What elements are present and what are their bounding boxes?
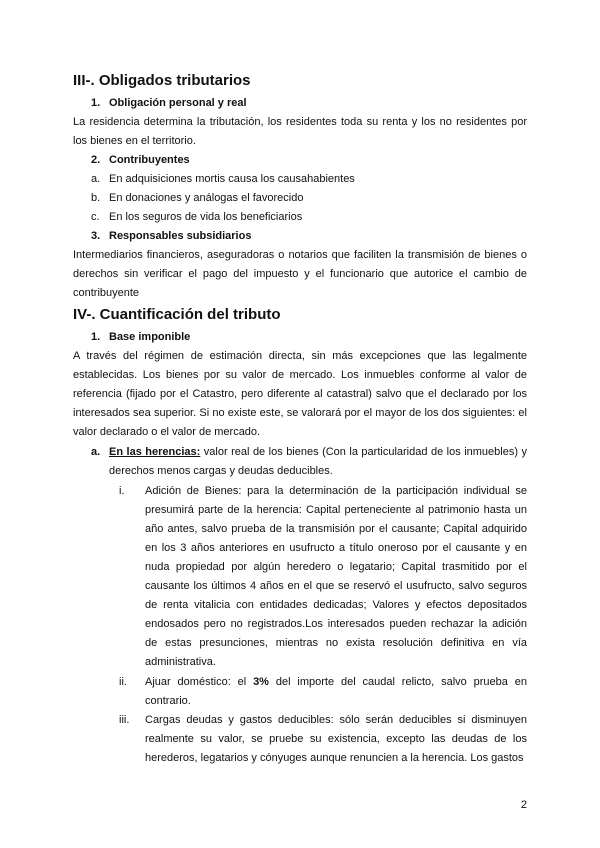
roman-item — [119, 482, 527, 672]
page-number: 2 — [520, 799, 527, 811]
ajuar-post: del importe del caudal relicto, salvo prueba en contrario. — [145, 676, 527, 707]
roman-marker: i. — [119, 485, 125, 497]
list-item — [91, 173, 355, 185]
subheading-number: 1. — [91, 331, 101, 343]
subheading-title: Contribuyentes — [109, 154, 190, 166]
subheading-number: 3. — [91, 230, 101, 242]
herencias-text — [109, 443, 527, 481]
list-marker: a. — [91, 446, 101, 458]
list-text: En donaciones y análogas el favorecido — [109, 192, 304, 204]
roman-text: Adición de Bienes: para la determinación de la participación individual se presumirá parte de la herencia: Capital perteneciente al patrimonio hasta un año antes, salvo prueba de la transmisión por el causante; Capital adquirido en los 3 años anteriores en usufructo a título oneroso por el causante y en nuda propiedad por algún heredero o legatario; Capital trasmitido por el causante los últimos 4 años en el que se reservó el usufructo, salvo seguros de renta vitalicia con entidades dedicadas; Valores y efectos depositados endosados pero no registrados.Los interesados pueden rechazar la adición de estas presunciones, mientras no exista resolución definitiva en vía administrativa. — [145, 485, 527, 668]
subheading-responsables — [91, 230, 251, 242]
list-item — [91, 192, 303, 204]
subheading-obligacion — [91, 97, 247, 109]
paragraph-intermediarios: Intermediarios financieros, aseguradoras o notarios que faciliten la transmisión de bienes o derechos sin verificar el pago del impuesto y el funcionario que autorice el cambio de contribuyente — [73, 249, 527, 299]
roman-item — [119, 673, 527, 711]
list-item-herencias — [91, 443, 527, 481]
subheading-number: 1. — [91, 97, 101, 109]
roman-text: Cargas deudas y gastos deducibles: sólo serán deducibles si disminuyen realmente su valor, se pruebe su existencia, excepto las deudas de los herederos, legatarios y cónyuges aunque renuncien a la herencia. Los gastos — [145, 714, 527, 764]
roman-item — [119, 711, 527, 768]
herencias-lead: En las herencias: — [109, 446, 201, 458]
subheading-title: Responsables subsidiarios — [109, 230, 252, 242]
list-item — [91, 211, 302, 223]
list-text: En adquisiciones mortis causa los causahabientes — [109, 173, 355, 185]
list-text: En los seguros de vida los beneficiarios — [109, 211, 303, 223]
roman-text — [145, 673, 527, 711]
roman-marker: ii. — [119, 676, 127, 688]
subheading-number: 2. — [91, 154, 101, 166]
subheading-base-imponible — [91, 331, 190, 343]
list-marker: c. — [91, 211, 100, 223]
ajuar-pre: Ajuar doméstico: el — [145, 676, 254, 688]
subheading-contribuyentes — [91, 154, 190, 166]
ajuar-percentage: 3% — [253, 676, 269, 688]
section-heading-cuantificacion: IV-. Cuantificación del tributo — [73, 306, 281, 323]
paragraph-estimacion-directa: A través del régimen de estimación directa, sin más excepciones que las legalmente establecidas. Los bienes por su valor de mercado. Los inmuebles conforme al valor de referencia (fijado por el Catastro, pero diferente al catastral) salvo que el declarado por los interesados sea superior. Si no existe este, se valorará por el mayor de los dos siguientes: el valor declarado o el valor de mercado. — [73, 350, 527, 438]
subheading-title: Obligación personal y real — [109, 97, 247, 109]
paragraph-residencia: La residencia determina la tributación, los residentes toda su renta y los no residentes por los bienes en el territorio. — [73, 116, 527, 147]
section-heading-obligados: III-. Obligados tributarios — [73, 72, 251, 89]
list-marker: a. — [91, 173, 101, 185]
roman-marker: iii. — [119, 714, 130, 726]
list-marker: b. — [91, 192, 101, 204]
subheading-title: Base imponible — [109, 331, 191, 343]
herencias-rest: valor real de los bienes (Con la particularidad de los inmuebles) y derechos menos cargas y deudas deducibles. — [109, 446, 527, 477]
